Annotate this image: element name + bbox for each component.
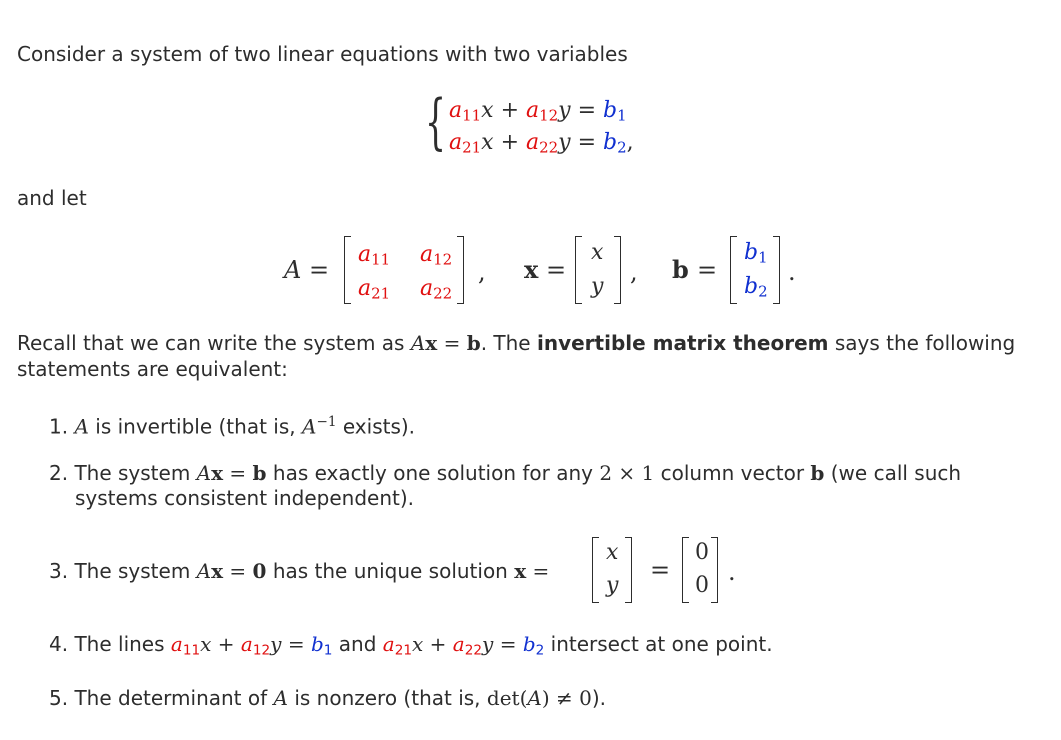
- and-let-text: and let: [17, 186, 87, 210]
- equation-1: $a_{11}x + a_{12}y = b_1$: [449, 98, 627, 125]
- item-3-vector-xy: x y: [592, 537, 632, 603]
- recall-line-2: statements are equivalent:: [17, 357, 288, 381]
- vector-x-equals: =: [546, 256, 567, 284]
- matrix-A-label: A =: [284, 256, 330, 284]
- vector-b-label: b: [672, 255, 689, 284]
- vector-b-equals: =: [697, 256, 718, 284]
- item-4: 4. The lines $a_{11}x + a_{12}y = b_1$ and $a_{21}x + a_{22}y = b_2$ intersect at one point.: [49, 632, 773, 659]
- vector-x-label: x: [524, 255, 539, 284]
- comma-1: ,: [478, 258, 486, 286]
- item-3-period: .: [728, 558, 736, 586]
- equation-2: $a_{21}x + a_{22}y = b_2$,: [449, 130, 634, 157]
- equation-system: [425, 87, 670, 158]
- matrix-A: $a_{11}$ $a_{12}$ $a_{21}$ $a_{22}$: [344, 236, 464, 304]
- left-brace: {: [425, 87, 447, 157]
- vector-b: $b_1$ $b_2$: [730, 236, 780, 304]
- vector-x: x y: [575, 236, 621, 304]
- item-2-line-2: systems consistent independent).: [75, 486, 414, 510]
- item-3-equals: =: [650, 556, 671, 584]
- item-2: 2. The system Ax = b has exactly one solution for any 2 × 1 column vector b (we call such: [49, 461, 962, 485]
- intro-text: Consider a system of two linear equations with two variables: [17, 42, 628, 66]
- recall-line-1: Recall that we can write the system as Ax = b. The invertible matrix theorem says the following: [17, 331, 1016, 355]
- item-3: 3. The system Ax = 0 has the unique solution x =: [49, 559, 550, 583]
- item-5: 5. The determinant of A is nonzero (that is, det(A) ≠ 0).: [49, 686, 607, 710]
- item-1: 1. A is invertible (that is, $A^{-1}$ exists).: [49, 414, 416, 439]
- comma-2: ,: [630, 258, 638, 286]
- period-1: .: [788, 258, 796, 286]
- item-3-vector-zero: 0 0: [682, 537, 718, 603]
